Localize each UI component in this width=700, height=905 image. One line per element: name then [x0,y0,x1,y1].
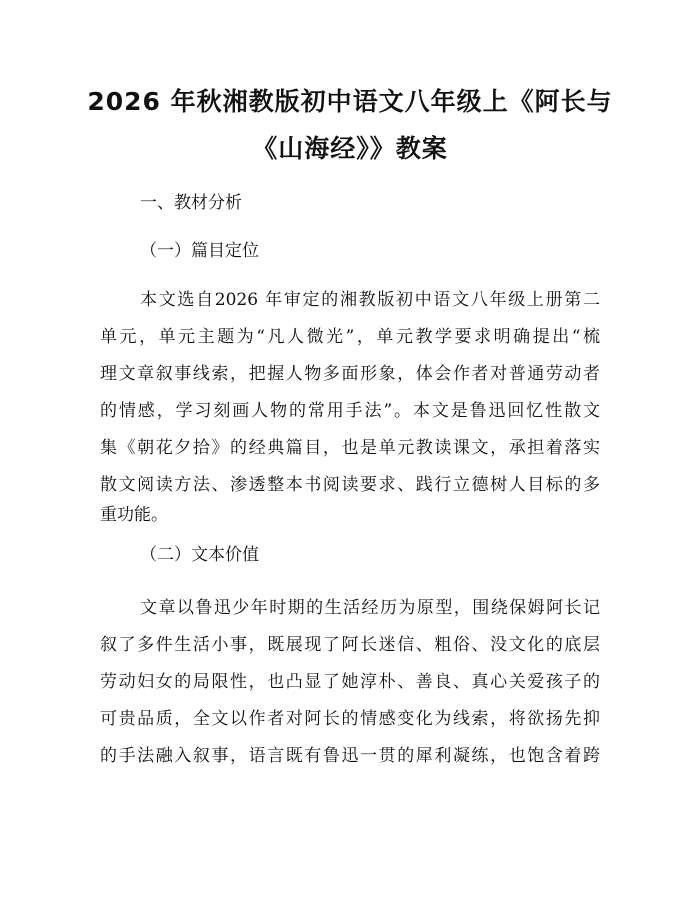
subsection-heading-1: （一）篇目定位 [140,241,259,261]
paragraph-line: 劳动妇女的局限性，也凸显了她淳朴、善良、真心关爱孩子的 [100,672,600,692]
paragraph-line: 的情感，学习刻画人物的常用手法”。本文是鲁迅回忆性散文 [100,401,600,421]
paragraph-line: 的手法融入叙事，语言既有鲁迅一贯的犀利凝练，也饱含着跨 [100,746,600,766]
paragraph-line: 文章以鲁迅少年时期的生活经历为原型，围绕保姆阿长记 [140,598,600,618]
paragraph-line: 理文章叙事线索，把握人物多面形象，体会作者对普通劳动者 [100,364,600,384]
paragraph-line: 叙了多件生活小事，既展现了阿长迷信、粗俗、没文化的底层 [100,635,600,655]
paragraph-line: 散文阅读方法、渗透整本书阅读要求、践行立德树人目标的多 [100,475,600,495]
document-title-line-2: 《山海经》》教案 [252,134,448,163]
paragraph-line: 集《朝花夕拾》的经典篇目，也是单元教读课文，承担着落实 [100,438,600,458]
paragraph-line: 单元，单元主题为“凡人微光”，单元教学要求明确提出“梳 [100,327,600,347]
paragraph-line: 重功能。 [100,505,168,525]
paragraph-line: 可贵品质，全文以作者对阿长的情感变化为线索，将欲扬先抑 [100,709,600,729]
paragraph-line: 本文选自2026 年审定的湘教版初中语文八年级上册第二 [140,290,600,310]
section-heading: 一、教材分析 [140,193,242,213]
subsection-heading-2: （二）文本价值 [140,545,259,565]
document-title-line-1: 2026 年秋湘教版初中语文八年级上《阿长与 [87,87,613,116]
